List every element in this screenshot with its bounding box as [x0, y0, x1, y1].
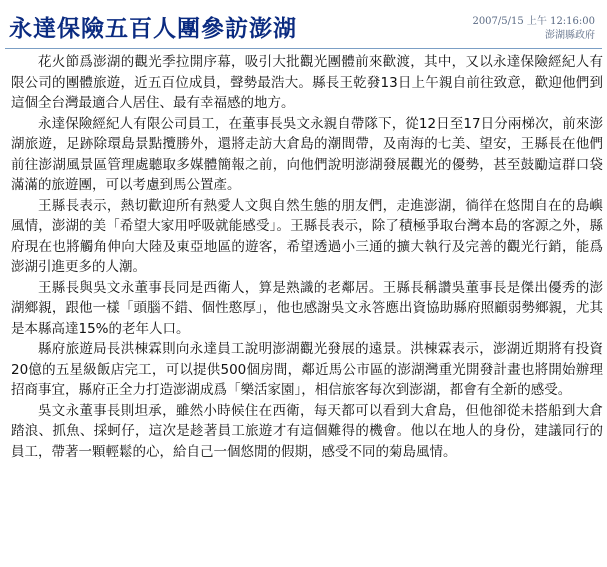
article-header [0, 0, 607, 52]
article-paragraph: 吳文永董事長則坦承，雖然小時候住在西衛，每天都可以看到大倉島，但他卻從未搭船到大倉踏浪、抓魚、採蚵仔，這次是趁著員工旅遊才有這個難得的機會。他以在地人的身份，建議同行的員工，帶著一顆輕鬆的心，給自己一個悠閒的假期，感受不同的菊島風情。 [11, 402, 603, 460]
article-paragraph: 永達保險經紀人有限公司員工，在董事長吳文永親自帶隊下，從12日至17日分兩梯次，前來澎湖旅遊，足跡除環島景點攬勝外，還將走訪大倉島的潮間帶，及南海的七美、望安，王縣長在他們前往澎湖風景區管理處聽取多媒體簡報之前，向他們說明澎湖發展觀光的優勢，甚至鼓勵這群口袋滿滿的旅遊團，可以考慮到馬公置產。 [11, 115, 603, 193]
article-title: 永達保險五百人團參訪澎湖 [9, 15, 297, 42]
header-divider [5, 48, 602, 49]
article-datetime: 2007/5/15 上午 12:16:00 [472, 16, 595, 27]
article-paragraph: 王縣長表示，熱切歡迎所有熱愛人文與自然生態的朋友們，走進澎湖，徜徉在悠閒自在的島嶼風情，澎湖的美「希望大家用呼吸就能感受」。王縣長表示，除了積極爭取台灣本島的客源之外，縣府現在也將觸角伸向大陸及東亞地區的遊客，希望透過小三通的擴大執行及完善的觀光行銷，能爲澎湖引進更多的人潮。 [11, 197, 603, 275]
article-paragraph: 縣府旅遊局長洪棟霖則向永達員工說明澎湖觀光發展的遠景。洪棟霖表示，澎湖近期將有投資20億的五星級飯店完工，可以提供500個房間，鄰近馬公市區的澎湖灣重光開發計畫也將開始辦理招商事宜，縣府正全力打造澎湖成爲「樂活家園」，相信旅客每次到澎湖，都會有全新的感受。 [11, 341, 603, 398]
article-meta [472, 15, 595, 43]
article-paragraph: 王縣長與吳文永董事長同是西衛人，算是熟識的老鄰居。王縣長稱讚吳董事長是傑出優秀的澎湖鄉親，跟他一樣「頭腦不錯、個性憨厚」，他也感謝吳文永答應出資協助縣府照顧弱勢鄉親，尤其是本縣高達15%的老年人口。 [11, 279, 603, 337]
article-source: 澎湖縣政府 [545, 30, 595, 41]
article-paragraph: 花火節爲澎湖的觀光季拉開序幕，吸引大批觀光團體前來歡渡，其中，又以永達保險經紀人有限公司的團體旅遊，近五百位成員，聲勢最浩大。縣長王乾發13日上午親自前往致意，歡迎他們到這個全台灣最適合人居住、最有幸福感的地方。 [11, 54, 603, 111]
article-body [11, 52, 603, 462]
